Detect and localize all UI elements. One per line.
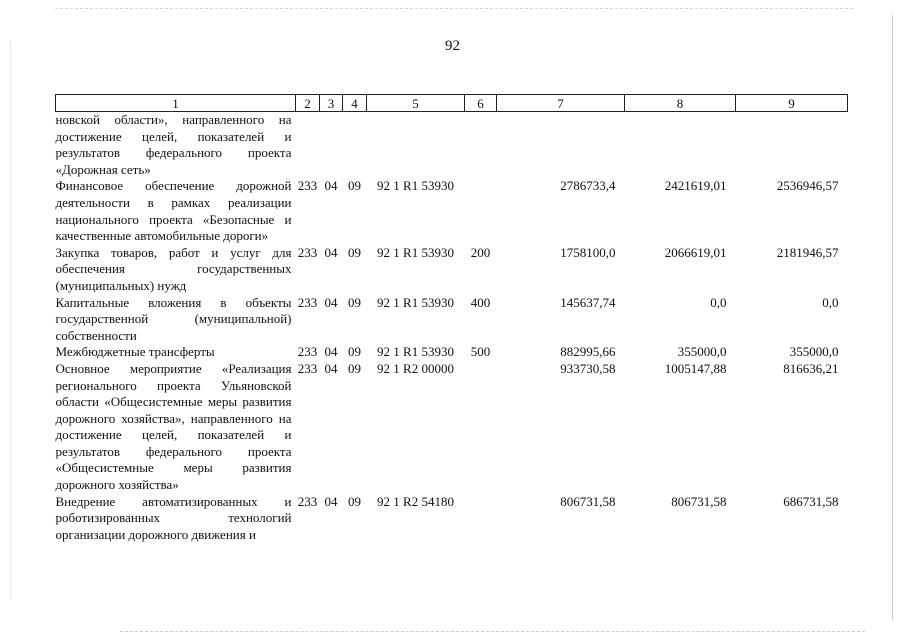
- row-code-4: 09: [348, 178, 361, 194]
- row-value-9: 355000,0: [789, 344, 839, 360]
- row-code-6: [465, 112, 497, 179]
- row-code-4: [343, 112, 367, 179]
- table-header: [56, 95, 848, 112]
- row-name: Внедрение автоматизированных и роботизированных технологий организации дорожного движения и: [55, 493, 292, 542]
- row-code-5: 92 1 R1 53930: [377, 344, 454, 360]
- row-value-9: 2181946,57: [776, 244, 839, 260]
- row-code-6: 500: [470, 344, 491, 360]
- scan-edge-top: [55, 8, 853, 9]
- row-code-4: 09: [348, 493, 361, 509]
- row-value-7: 933730,58: [560, 360, 616, 376]
- row-code-2: [296, 112, 320, 179]
- row-name: Основное мероприятие «Реализация регионального проекта Ульяновской области «Общесистемные меры развития дорожного хозяйства», направленного на достижение целей, показателей и результатов федерального проекта «Общесистемные меры развития дорожного хозяйства»: [55, 360, 292, 493]
- row-value-8: 2066619,01: [664, 244, 727, 260]
- table-row: [56, 295, 848, 345]
- row-name: новской области», направленного на достижение целей, показателей и результатов федерального проекта «Дорожная сеть»: [55, 112, 292, 177]
- row-code-2: 233: [297, 493, 318, 509]
- column-header-3: 3: [320, 95, 343, 112]
- column-header-9: 9: [736, 95, 848, 112]
- row-value-7: 806731,58: [560, 493, 616, 509]
- row-code-5: 92 1 R1 53930: [377, 178, 454, 194]
- row-value-9: 816636,21: [783, 360, 839, 376]
- column-header-5: 5: [367, 95, 465, 112]
- row-value-8: 806731,58: [671, 493, 727, 509]
- row-code-3: 04: [324, 360, 338, 376]
- row-value-7: 2786733,4: [560, 178, 616, 194]
- row-value-9: 0,0: [822, 294, 839, 310]
- row-value-8: 1005147,88: [664, 360, 727, 376]
- row-code-6: [465, 494, 497, 544]
- table-row: [56, 112, 848, 179]
- table-row: [56, 344, 848, 361]
- row-code-6: [465, 178, 497, 244]
- row-code-3: [320, 112, 343, 179]
- row-code-3: 04: [324, 294, 338, 310]
- row-code-5: 92 1 R1 53930: [377, 244, 454, 260]
- row-value-7: 145637,74: [560, 294, 616, 310]
- header-row: [56, 95, 848, 112]
- row-value-7: 882995,66: [560, 344, 616, 360]
- row-code-4: 09: [348, 294, 361, 310]
- row-name: Закупка товаров, работ и услуг для обеспечения государственных (муниципальных) нужд: [55, 244, 292, 293]
- row-value-7: [497, 112, 625, 179]
- table-row: [56, 245, 848, 295]
- row-code-2: 233: [297, 360, 318, 376]
- row-value-8: [625, 112, 736, 179]
- row-code-2: 233: [297, 344, 318, 360]
- column-header-2: 2: [296, 95, 320, 112]
- row-code-5: 92 1 R2 54180: [377, 493, 454, 509]
- row-code-3: 04: [324, 178, 338, 194]
- row-code-2: 233: [297, 294, 318, 310]
- page-number: 92: [445, 38, 460, 54]
- scan-edge-left: [10, 40, 11, 600]
- row-value-9: [736, 112, 848, 179]
- column-header-4: 4: [343, 95, 367, 112]
- row-code-3: 04: [324, 344, 338, 360]
- scan-edge-bottom: [120, 631, 865, 632]
- row-code-6: [465, 361, 497, 494]
- row-code-2: 233: [297, 178, 318, 194]
- row-code-3: 04: [324, 244, 338, 260]
- row-code-2: 233: [297, 244, 318, 260]
- row-code-4: 09: [348, 360, 361, 376]
- row-code-4: 09: [348, 244, 361, 260]
- row-value-8: 0,0: [710, 294, 727, 310]
- row-code-5: [367, 112, 465, 179]
- row-value-9: 2536946,57: [776, 178, 839, 194]
- row-code-6: 400: [470, 294, 491, 310]
- row-name: Финансовое обеспечение дорожной деятельности в рамках реализации национального проекта «Безопасные и качественные автомобильные дороги»: [55, 178, 292, 244]
- row-value-8: 355000,0: [677, 344, 727, 360]
- table-row: [56, 178, 848, 244]
- row-value-8: 2421619,01: [664, 178, 727, 194]
- column-header-7: 7: [497, 95, 625, 112]
- budget-table: [55, 94, 848, 543]
- table-body: [56, 112, 848, 544]
- column-header-8: 8: [625, 95, 736, 112]
- row-value-7: 1758100,0: [560, 244, 616, 260]
- table-row: [56, 361, 848, 494]
- row-code-5: 92 1 R1 53930: [377, 294, 454, 310]
- column-header-1: 1: [56, 95, 296, 112]
- table-row: [56, 494, 848, 544]
- row-value-9: 686731,58: [783, 493, 839, 509]
- column-header-6: 6: [465, 95, 497, 112]
- row-name: Межбюджетные трансферты: [55, 344, 215, 360]
- row-code-6: 200: [470, 244, 491, 260]
- row-name: Капитальные вложения в объекты государственной (муниципальной) собственности: [55, 294, 292, 343]
- row-code-5: 92 1 R2 00000: [377, 360, 454, 376]
- scan-edge-right: [892, 15, 893, 620]
- row-code-4: 09: [348, 344, 361, 360]
- row-code-3: 04: [324, 493, 338, 509]
